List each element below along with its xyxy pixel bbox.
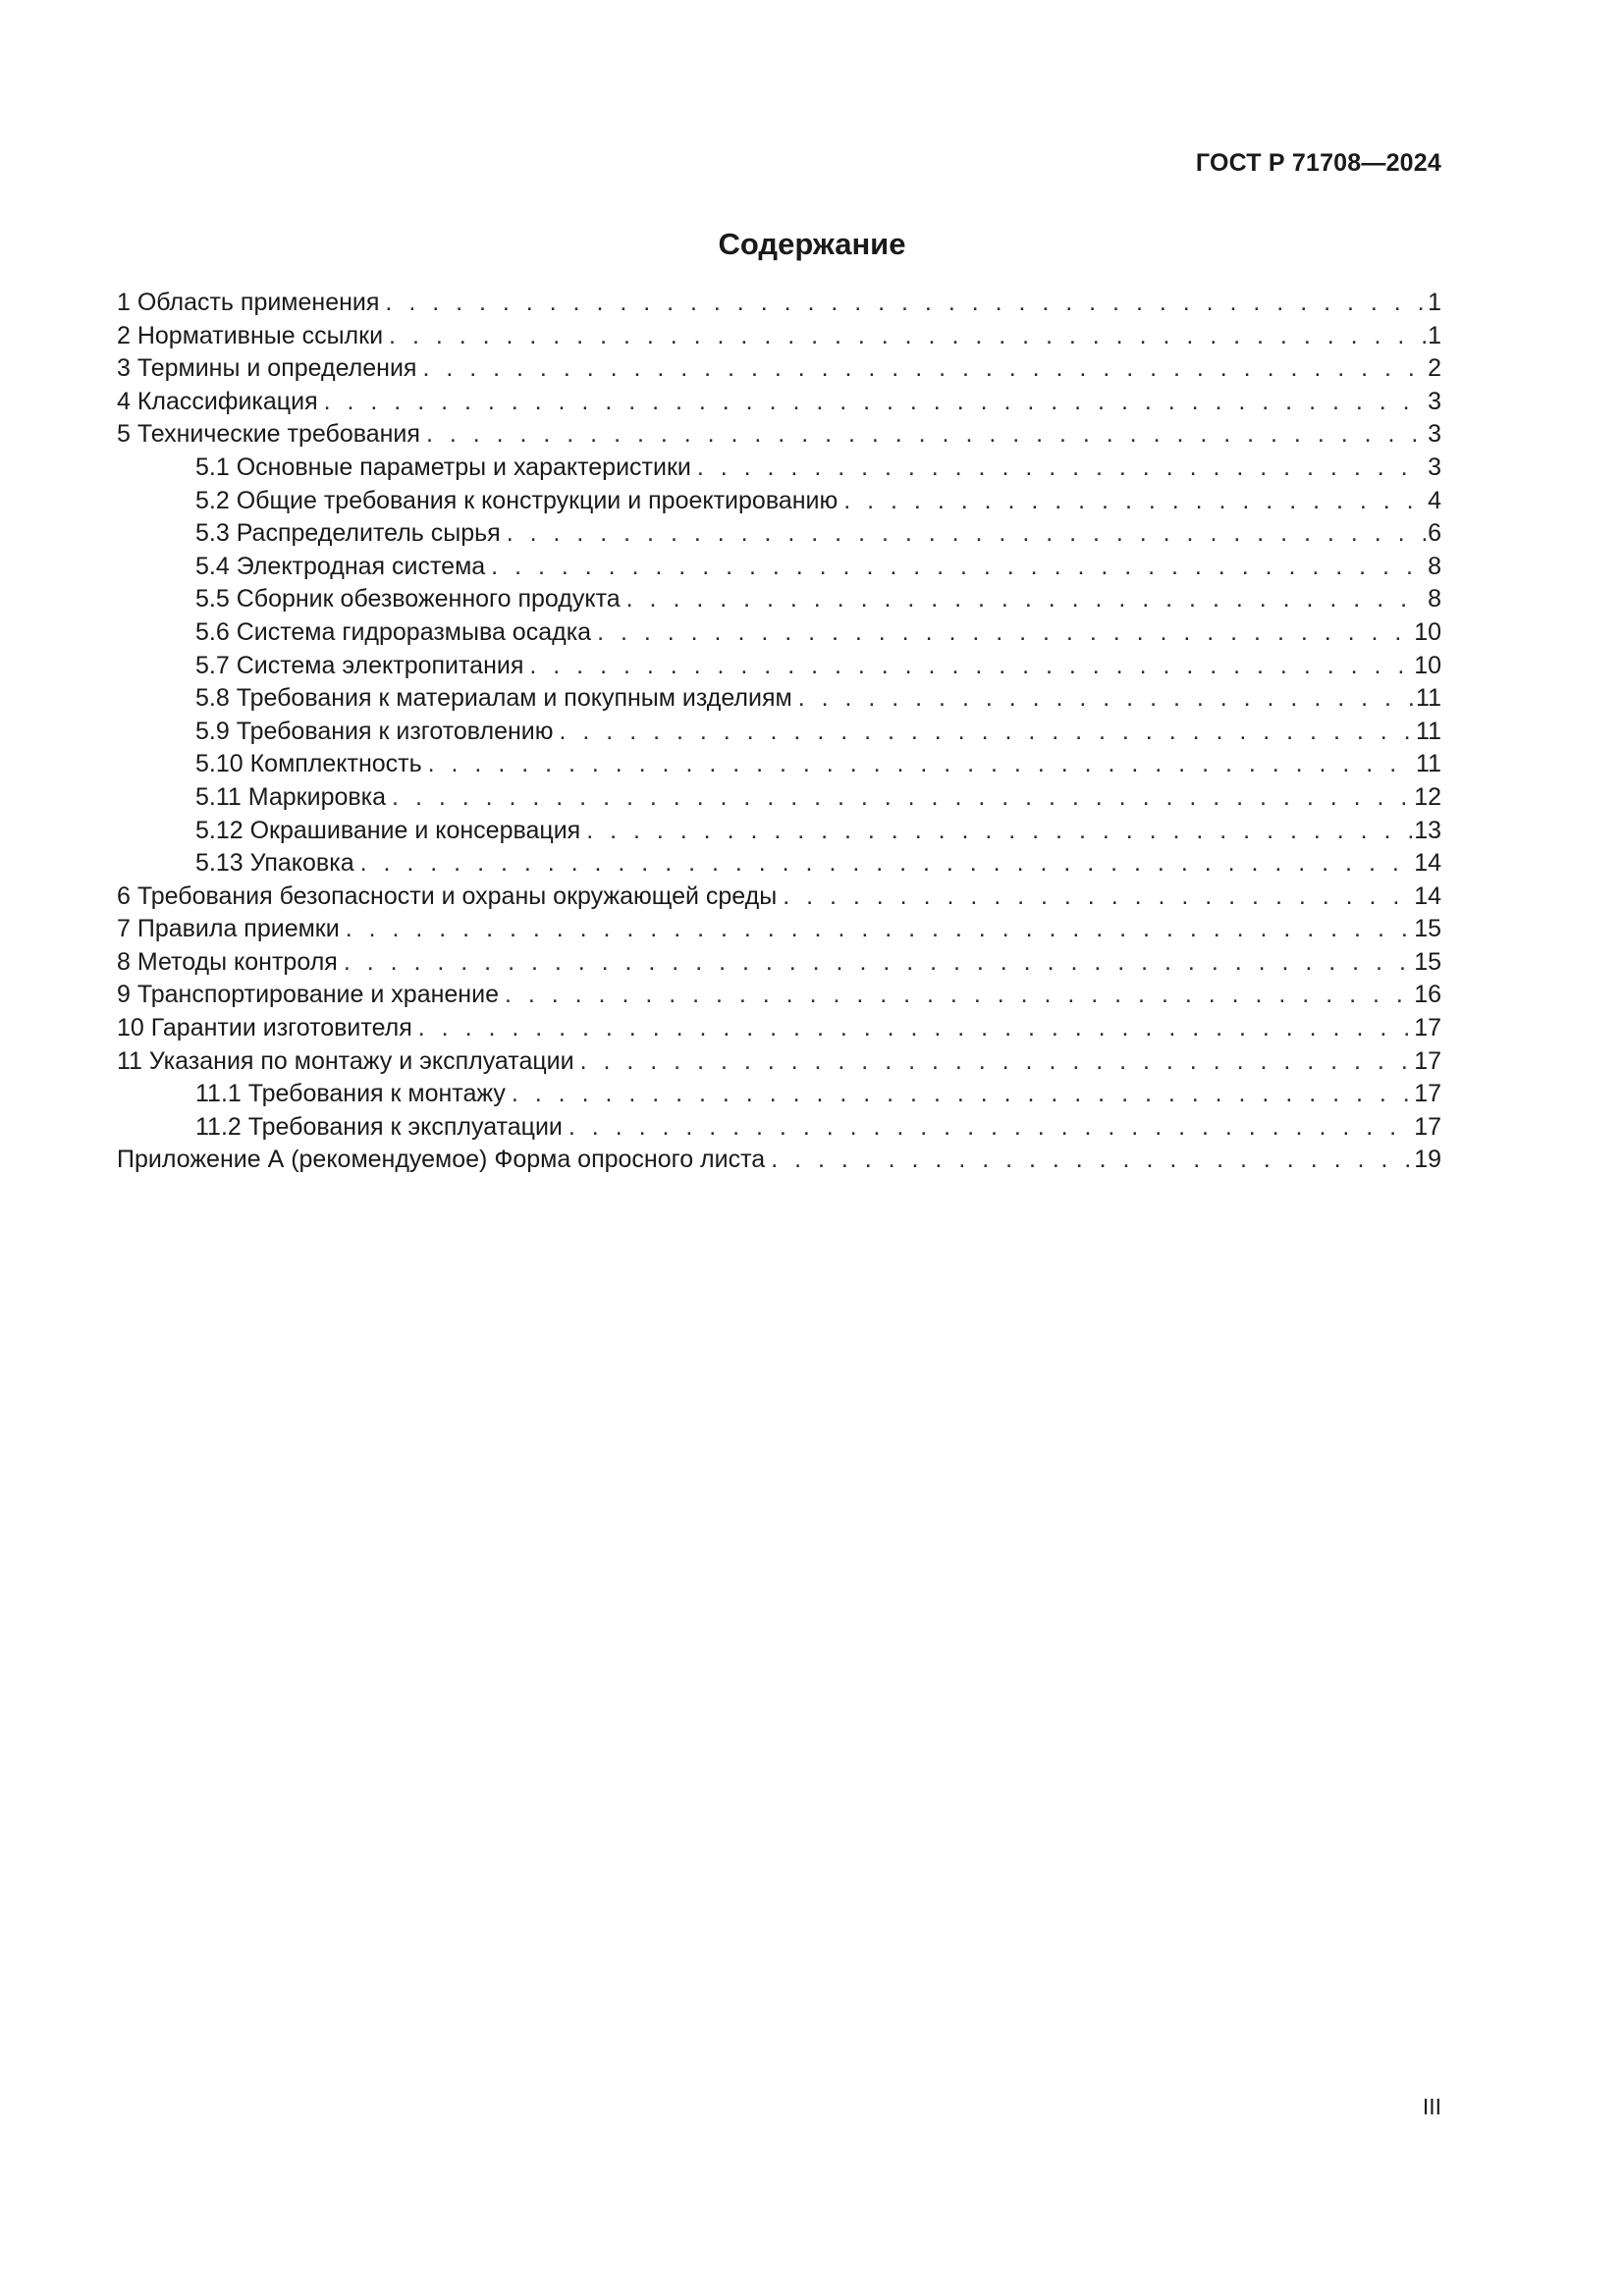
toc-entry-page: 15 [1412,946,1441,980]
toc-dot-leader [505,979,1412,1012]
toc-entry-label: 8 Методы контроля [117,946,344,980]
toc-dot-leader [344,946,1412,980]
toc-dot-leader [389,320,1426,353]
toc-entry-label: 11.2 Требования к эксплуатации [195,1111,568,1145]
toc-entry-page: 4 [1426,485,1441,518]
toc-dot-leader [491,551,1426,584]
toc-dot-leader [360,847,1413,881]
toc-entry-page: 13 [1412,815,1441,848]
toc-entry[interactable] [117,881,1441,914]
toc-dot-leader [392,781,1412,815]
toc-dot-leader [783,881,1412,914]
toc-dot-leader [626,583,1426,616]
toc-entry-label: 5.8 Требования к материалам и покупным изделиям [195,682,798,716]
toc-dot-leader [422,352,1426,386]
toc-dot-leader [771,1144,1412,1177]
toc-entry-label: Приложение А (рекомендуемое) Форма опросного листа [117,1144,771,1177]
toc-entry-label: 6 Требования безопасности и охраны окружающей среды [117,881,783,914]
toc-entry[interactable] [117,650,1441,683]
toc-entry-page: 15 [1412,913,1441,946]
page-number: III [1422,2094,1441,2119]
toc-dot-leader [697,452,1426,485]
toc-entry-label: 5.5 Сборник обезвоженного продукта [195,583,626,616]
toc-entry[interactable] [117,386,1441,419]
table-of-contents [117,287,1441,1177]
toc-entry[interactable] [117,1144,1441,1177]
toc-entry[interactable] [117,847,1441,881]
toc-entry[interactable] [117,913,1441,946]
toc-entry-label: 5.4 Электродная система [195,551,491,584]
toc-dot-leader [568,1111,1412,1145]
toc-entry[interactable] [117,946,1441,980]
toc-entry[interactable] [117,815,1441,848]
toc-entry-page: 11 [1414,682,1441,716]
toc-dot-leader [507,517,1426,551]
toc-dot-leader [428,748,1414,781]
toc-dot-leader [529,650,1412,683]
toc-dot-leader [426,418,1426,452]
toc-entry[interactable] [117,352,1441,386]
toc-dot-leader [580,1045,1413,1079]
toc-dot-leader [597,616,1412,650]
toc-entry-page: 8 [1426,583,1441,616]
toc-entry-page: 10 [1412,650,1441,683]
toc-entry-label: 5.6 Система гидроразмыва осадка [195,616,597,650]
toc-entry-page: 1 [1426,287,1441,320]
toc-dot-leader [346,913,1412,946]
toc-entry-label: 9 Транспортирование и хранение [117,979,505,1012]
toc-entry-page: 12 [1412,781,1441,815]
toc-entry-page: 17 [1412,1111,1441,1145]
toc-dot-leader [512,1078,1412,1111]
toc-entry[interactable] [117,320,1441,353]
toc-entry-label: 1 Область применения [117,287,385,320]
toc-entry-page: 8 [1426,551,1441,584]
toc-entry-label: 5.11 Маркировка [195,781,392,815]
toc-entry-label: 5.3 Распределитель сырья [195,517,507,551]
toc-entry-label: 5.13 Упаковка [195,847,360,881]
toc-entry-page: 11 [1414,748,1441,781]
toc-entry-label: 2 Нормативные ссылки [117,320,389,353]
toc-entry-page: 19 [1412,1144,1441,1177]
toc-entry[interactable] [117,1111,1441,1145]
toc-entry[interactable] [117,517,1441,551]
toc-dot-leader [418,1012,1412,1045]
toc-entry-page: 17 [1412,1045,1441,1079]
toc-entry[interactable] [117,781,1441,815]
toc-entry-page: 2 [1426,352,1441,386]
toc-entry[interactable] [117,583,1441,616]
toc-entry-label: 5.12 Окрашивание и консервация [195,815,586,848]
toc-entry-page: 14 [1412,881,1441,914]
toc-dot-leader [560,716,1415,749]
toc-dot-leader [586,815,1412,848]
toc-entry-label: 3 Термины и определения [117,352,422,386]
toc-entry[interactable] [117,1078,1441,1111]
toc-entry-page: 3 [1426,418,1441,452]
toc-entry-label: 11 Указания по монтажу и эксплуатации [117,1045,580,1079]
toc-entry-page: 14 [1412,847,1441,881]
toc-entry[interactable] [117,682,1441,716]
toc-entry-label: 5.9 Требования к изготовлению [195,716,560,749]
document-code: ГОСТ Р 71708—2024 [1195,149,1441,177]
toc-entry[interactable] [117,418,1441,452]
toc-entry[interactable] [117,551,1441,584]
toc-entry-page: 16 [1412,979,1441,1012]
toc-entry-label: 5.10 Комплектность [195,748,428,781]
toc-entry[interactable] [117,485,1441,518]
toc-entry-label: 5.2 Общие требования к конструкции и проектированию [195,485,843,518]
toc-entry[interactable] [117,287,1441,320]
toc-entry-label: 10 Гарантии изготовителя [117,1012,418,1045]
toc-entry-page: 1 [1426,320,1441,353]
toc-entry-label: 5.7 Система электропитания [195,650,529,683]
toc-entry[interactable] [117,1012,1441,1045]
toc-dot-leader [798,682,1414,716]
toc-entry-page: 11 [1414,716,1441,749]
toc-dot-leader [385,287,1426,320]
toc-dot-leader [324,386,1426,419]
toc-entry[interactable] [117,979,1441,1012]
toc-entry-page: 3 [1426,386,1441,419]
toc-entry[interactable] [117,616,1441,650]
toc-entry-label: 7 Правила приемки [117,913,346,946]
toc-title: Содержание [718,227,906,261]
toc-entry[interactable] [117,748,1441,781]
toc-entry-label: 5.1 Основные параметры и характеристики [195,452,697,485]
toc-entry-page: 17 [1412,1078,1441,1111]
toc-entry[interactable] [117,716,1441,749]
toc-entry-label: 5 Технические требования [117,418,426,452]
toc-entry-page: 3 [1426,452,1441,485]
toc-entry[interactable] [117,452,1441,485]
toc-entry-page: 10 [1412,616,1441,650]
toc-entry-label: 4 Классификация [117,386,324,419]
toc-entry-page: 6 [1426,517,1441,551]
toc-entry-page: 17 [1412,1012,1441,1045]
toc-entry[interactable] [117,1045,1441,1079]
toc-dot-leader [843,485,1426,518]
toc-entry-label: 11.1 Требования к монтажу [195,1078,512,1111]
